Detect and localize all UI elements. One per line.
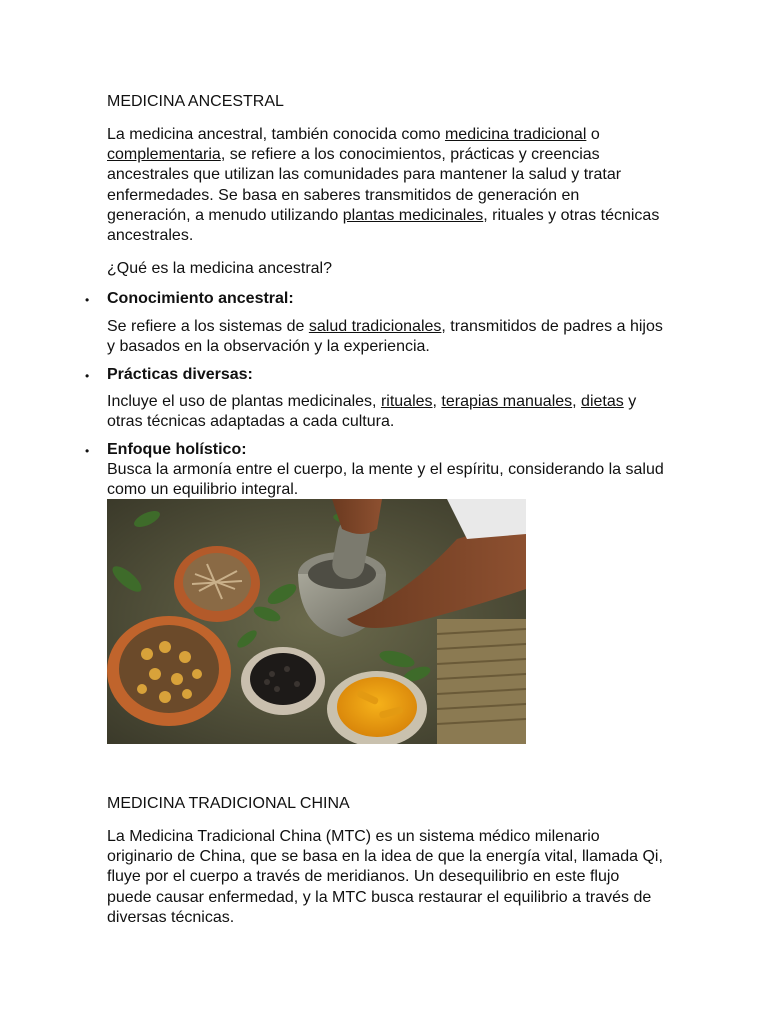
link-complementaria[interactable]: complementaria [107,146,221,164]
bullet-title: Conocimiento ancestral: [107,290,294,307]
link-dietas[interactable]: dietas [581,393,624,410]
link-rituales[interactable]: rituales [380,393,433,410]
bullet-dot: • [85,369,90,383]
bullet-text: Se refiere a los sistemas de salud tradicionales, transmitidos de padres a hijos y basados en la observación y la experiencia. [107,318,663,356]
section-title-medicina-tradicional-china: MEDICINA TRADICIONAL CHINA [107,795,350,812]
bullet-title: Enfoque holístico: [107,441,247,458]
bullet-dot: • [85,444,90,458]
link-terapias-manuales[interactable]: terapias manuales [441,393,573,410]
bullet-dot: • [85,293,90,307]
link-medicina-tradicional[interactable]: medicina tradicional [444,126,587,143]
intro-paragraph: La medicina ancestral, también conocida como medicina tradicional o complementaria, se refiere a los conocimientos, prácticas y creencias ancestrales que utilizan las comunidades para mantener la salud y tratar enfermedades. Se basa en saberes transmitidos de generación en generación, a menudo utilizando plantas medicinales, rituales y otras técnicas ancestrales. [107,126,660,245]
section-title-medicina-ancestral: MEDICINA ANCESTRAL [107,93,284,110]
herbal-medicine-illustration [107,499,526,744]
link-plantas-medicinales[interactable]: plantas medicinales [342,206,484,224]
bullet-text: Incluye el uso de plantas medicinales, rituales, terapias manuales, dietas y otras técnicas adaptadas a cada cultura. [107,393,637,431]
bullet-title: Prácticas diversas: [107,366,253,383]
link-salud-tradicionales[interactable]: salud tradicionales [308,318,442,335]
bullet-text: Busca la armonía entre el cuerpo, la mente y el espíritu, considerando la salud como un equilibrio integral. [107,461,664,499]
mtc-paragraph: La Medicina Tradicional China (MTC) es un sistema médico milenario originario de China, que se basa en la idea de que la energía vital, llamada Qi, fluye por el cuerpo a través de meridianos. Un desequilibrio en este flujo puede causar enfermedad, y la MTC busca restaurar el equilibrio a través de diversas técnicas. [107,828,663,926]
question-line: ¿Qué es la medicina ancestral? [107,260,332,277]
herbal-medicine-photo [107,499,526,744]
